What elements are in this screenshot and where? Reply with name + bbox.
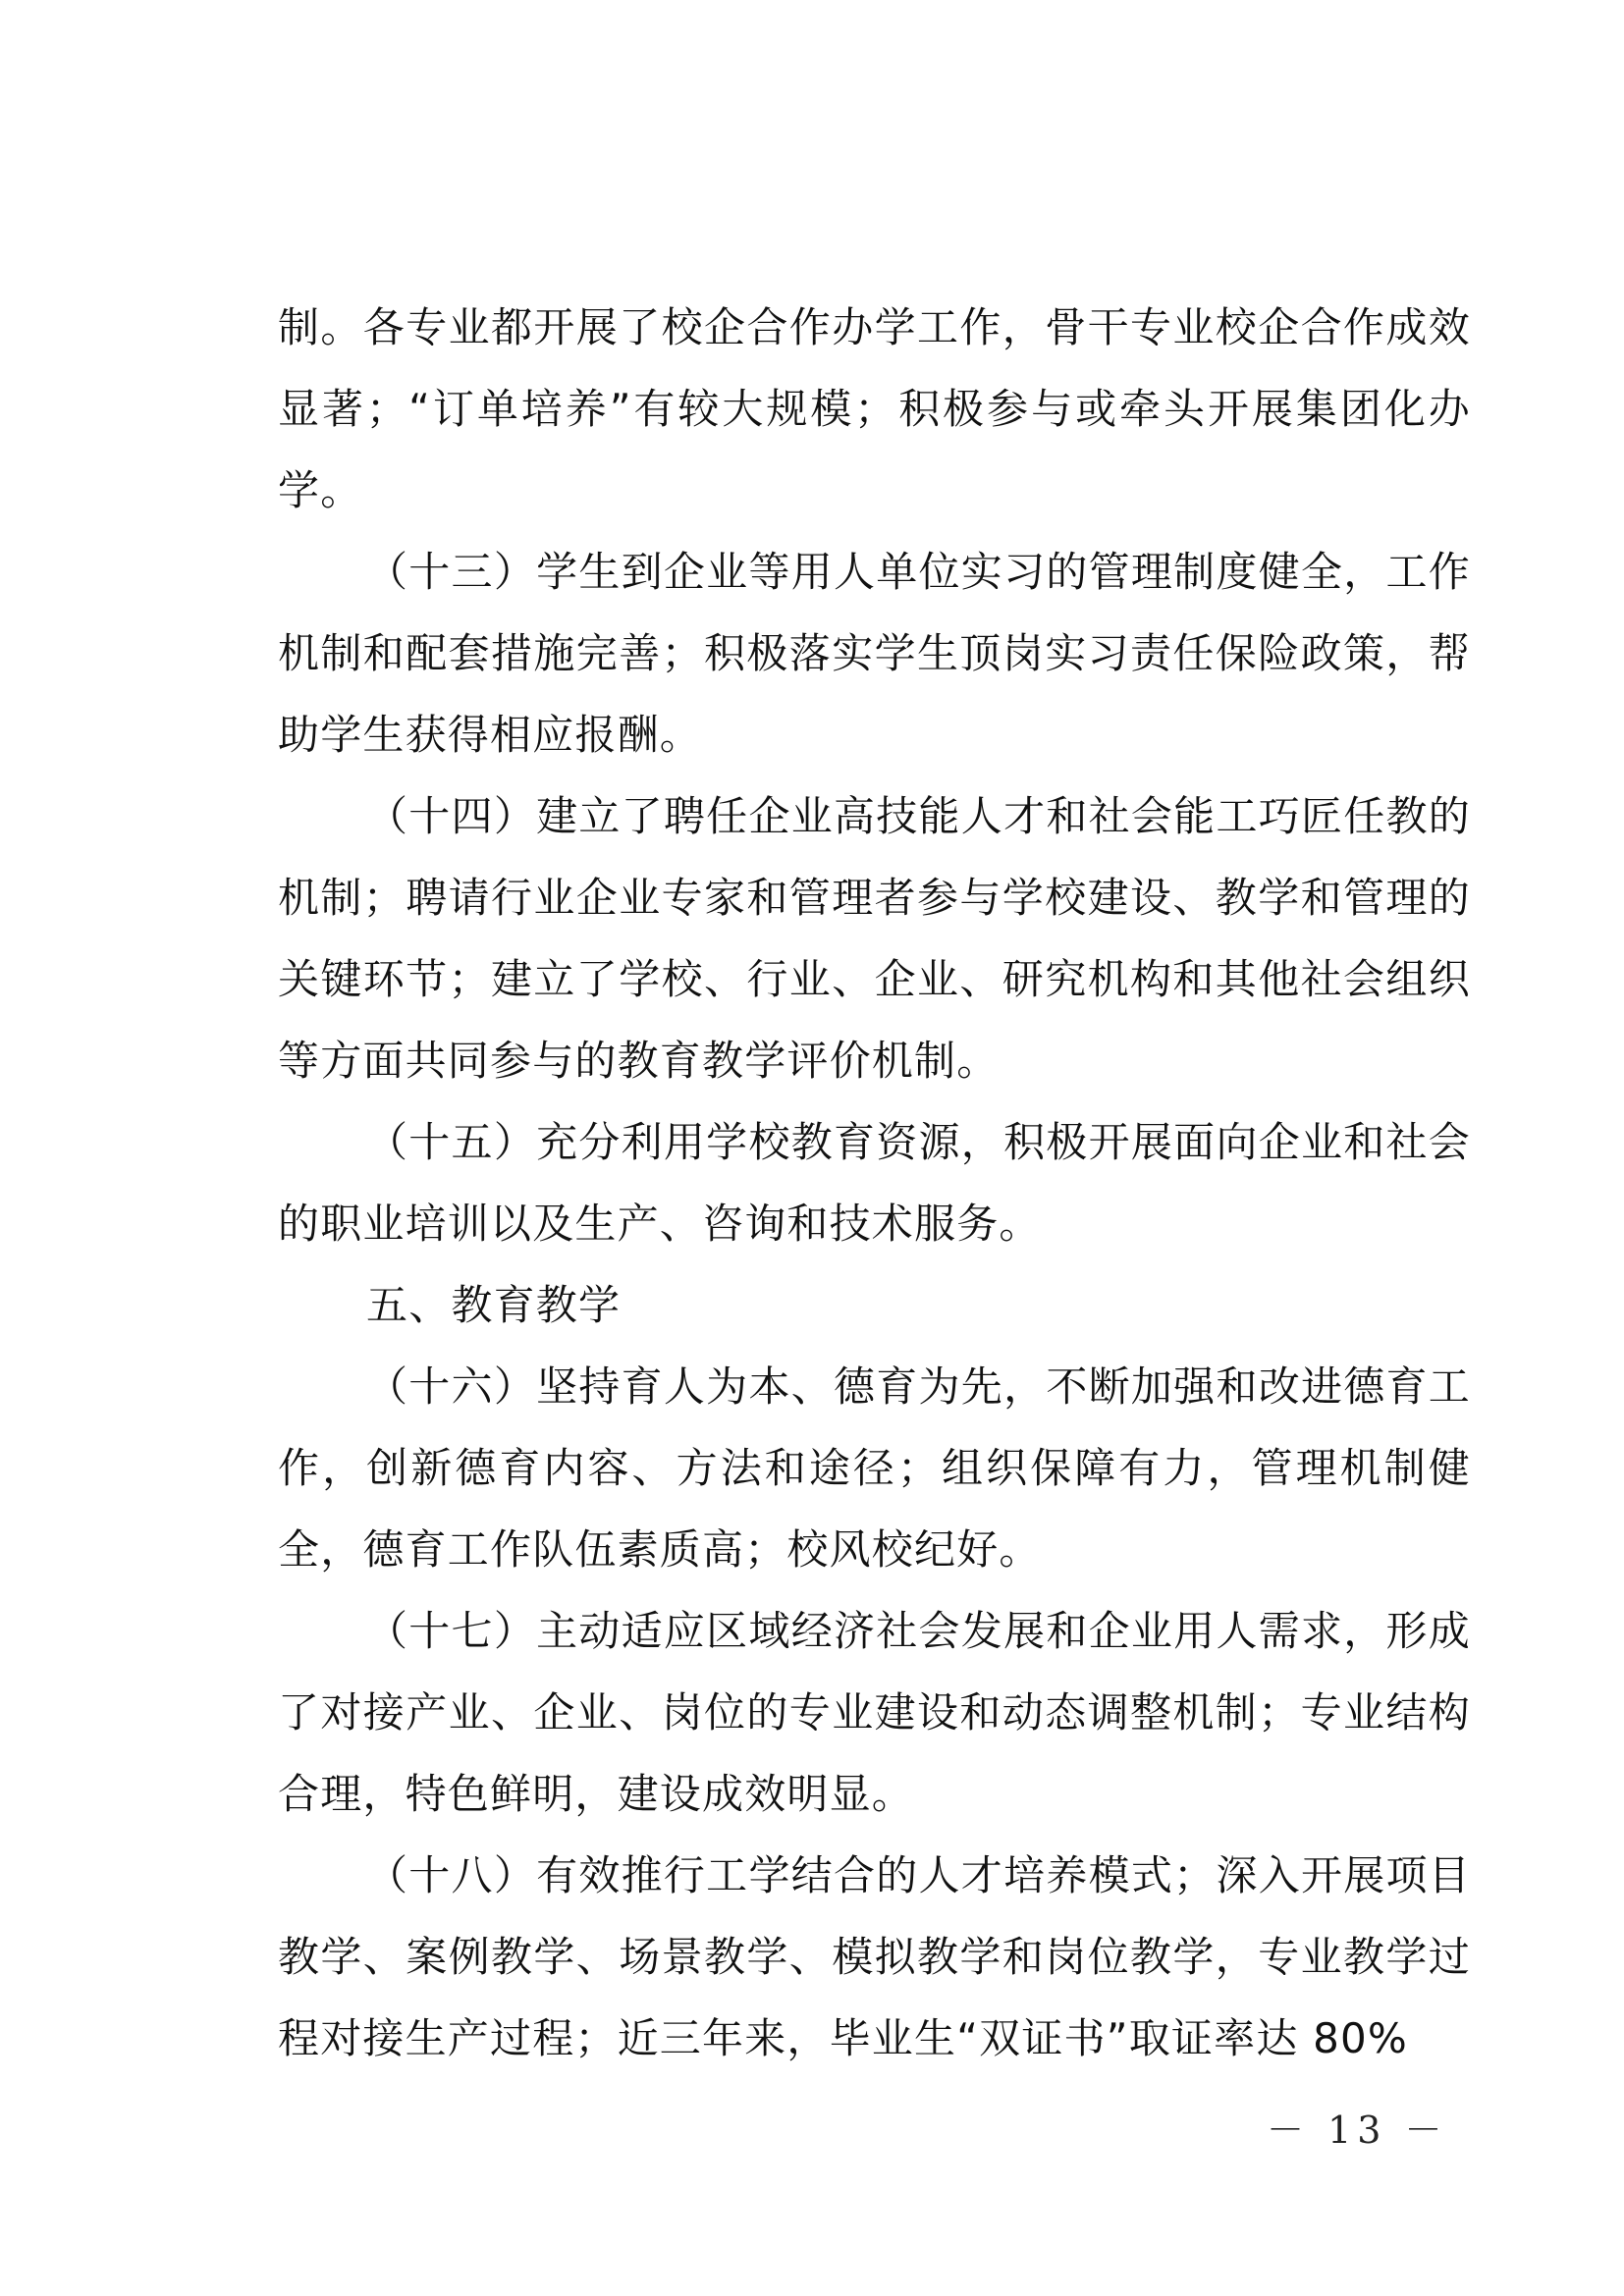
paragraph-item-16: （十六）坚持育人为本、德育为先，不断加强和改进德育工作，创新德育内容、方法和途径；组织保障有力，管理机制健全，德育工作队伍素质高；校风校纪好。 bbox=[278, 1362, 1471, 1574]
paragraph-item-15: （十五）充分利用学校教育资源，积极开展面向企业和社会的职业培训以及生产、咨询和技术服务。 bbox=[278, 1118, 1471, 1248]
paragraph-item-17: （十七）主动适应区域经济社会发展和企业用人需求，形成了对接产业、企业、岗位的专业建设和动态调整机制；专业结构合理，特色鲜明，建设成效明显。 bbox=[278, 1607, 1471, 1818]
paragraph-item-18: （十八）有效推行工学结合的人才培养模式；深入开展项目教学、案例教学、场景教学、模拟教学和岗位教学，专业教学过程对接生产过程；近三年来，毕业生“双证书”取证率达 80% bbox=[278, 1851, 1471, 2062]
paragraph-item-14: （十四）建立了聘任企业高技能人才和社会能工巧匠任教的机制；聘请行业企业专家和管理者参与学校建设、教学和管理的关键环节；建立了学校、行业、企业、研究机构和其他社会组织等方面共同参与的教育教学评价机制。 bbox=[278, 792, 1471, 1085]
paragraph-continuation: 制。各专业都开展了校企合作办学工作，骨干专业校企合作成效显著；“订单培养”有较大规模；积极参与或牵头开展集团化办学。 bbox=[278, 303, 1471, 514]
page-number: － 13 － bbox=[1267, 2109, 1448, 2152]
paragraph-item-13: （十三）学生到企业等用人单位实习的管理制度健全，工作机制和配套措施完善；积极落实学生顶岗实习责任保险政策，帮助学生获得相应报酬。 bbox=[278, 548, 1471, 759]
section-heading-education: 五、教育教学 bbox=[366, 1281, 622, 1329]
document-body bbox=[278, 287, 1471, 2079]
